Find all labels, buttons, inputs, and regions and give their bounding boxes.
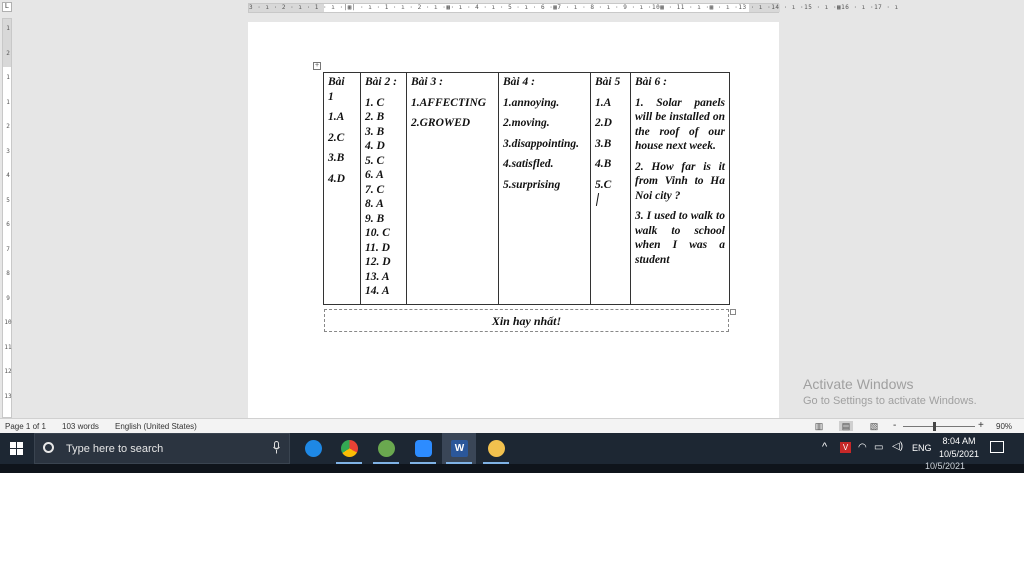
answer-item: 3.disappointing. xyxy=(503,137,580,150)
ruler-tick-label: 12 xyxy=(4,368,12,375)
answer-item: 9. B xyxy=(365,212,385,225)
print-layout-icon[interactable]: ▤ xyxy=(839,421,853,431)
paint-icon xyxy=(488,440,505,457)
cortana-icon xyxy=(43,442,54,453)
footer-text-box[interactable]: Xin hay nhất! xyxy=(324,309,729,332)
answer-item: 3. B xyxy=(365,125,385,138)
zoom-out-button[interactable]: - xyxy=(893,420,897,431)
answer-item: 1.A xyxy=(328,111,345,123)
search-placeholder: Type here to search xyxy=(66,443,164,455)
answer-item: 5. C xyxy=(365,154,385,167)
ruler-ticks: 3 · ı · 2 · ı · 1 · ı ·|▦| · ı · 1 · ı · 2 · ı ·▦· ı · 4 · ı · 5 · ı · 6 ·▦7 · ı · 8 · ı · 9 · ı ·10▦ · 11 · ı ·▦ · ı ·13 · ı ·14 · ı ·15 · ı ·▦16 · ı ·17 · ı xyxy=(249,4,899,11)
column-heading: 1 xyxy=(328,90,334,103)
word-count[interactable]: 103 words xyxy=(62,422,99,431)
clock-date: 10/5/2021 xyxy=(938,449,980,459)
language-indicator[interactable]: English (United States) xyxy=(115,422,197,431)
green-app-icon xyxy=(378,440,395,457)
ghost-date: 10/5/2021 xyxy=(925,461,966,471)
column-bai-1[interactable] xyxy=(324,73,361,305)
ruler-tick-label: 13 xyxy=(4,392,12,400)
chrome-icon xyxy=(341,440,358,457)
taskbar-zoom[interactable] xyxy=(406,433,440,464)
ruler-tick-label: 1 xyxy=(6,98,10,106)
wifi-icon[interactable]: ◠ xyxy=(858,442,867,453)
answer-item: 4.B xyxy=(595,158,612,170)
answer-item: 7. C xyxy=(365,183,385,196)
taskbar-word[interactable] xyxy=(442,433,476,464)
answer-item: 3.B xyxy=(328,152,345,164)
answer-item: 1. Solar panels will be installed on the roof of our house next week. xyxy=(635,96,725,152)
answer-item: 11. D xyxy=(365,241,390,254)
notifications-icon[interactable] xyxy=(990,441,1004,453)
ruler-tick-label: 8 xyxy=(6,270,10,277)
answer-item: 6. A xyxy=(365,169,384,181)
zoom-level[interactable]: 90% xyxy=(996,422,1013,431)
column-heading: Bài 5 xyxy=(595,76,621,88)
taskbar-green-app[interactable] xyxy=(369,433,403,464)
ruler-tick-label: 11 xyxy=(4,343,12,351)
vertical-ruler[interactable] xyxy=(2,18,12,418)
column-heading: Bài 2 : xyxy=(365,76,397,88)
column-bai-3[interactable] xyxy=(407,73,499,305)
answer-item: 2.C xyxy=(328,131,345,144)
show-hidden-icons-button[interactable]: ^ xyxy=(822,441,828,453)
windows-icon xyxy=(10,442,23,455)
answer-item: 3.B xyxy=(595,137,612,150)
answer-table xyxy=(323,72,730,305)
vertical-ruler-ticks xyxy=(4,19,12,417)
horizontal-ruler[interactable] xyxy=(248,3,899,13)
page-count[interactable]: Page 1 of 1 xyxy=(5,422,46,431)
ruler-tick-label: 2 xyxy=(6,49,10,57)
zoom-in-button[interactable]: + xyxy=(978,420,984,431)
table-move-handle[interactable]: + xyxy=(314,62,320,69)
column-heading: Bài 4 : xyxy=(503,76,535,88)
zoom-slider-thumb[interactable] xyxy=(933,422,936,431)
clock[interactable] xyxy=(932,435,986,461)
answer-item: 14. A xyxy=(365,285,390,297)
tab-selector[interactable]: L xyxy=(2,2,12,12)
ruler-tick-label: 9 xyxy=(6,294,10,302)
input-language[interactable]: ENG xyxy=(912,443,932,453)
answer-item: 3. I used to walk to walk to school when I was a student xyxy=(635,210,725,266)
answer-item: 2.GROWED xyxy=(411,117,471,129)
answer-item: 4.satisfled. xyxy=(503,158,554,170)
column-bai-4[interactable] xyxy=(499,73,591,305)
answer-item: 12. D xyxy=(365,256,391,268)
clock-time: 8:04 AM xyxy=(942,436,976,446)
answer-item: 5.surprising xyxy=(503,178,561,191)
start-button[interactable] xyxy=(0,433,34,464)
taskbar-paint[interactable] xyxy=(479,433,513,464)
microphone-icon[interactable] xyxy=(273,441,280,454)
answer-item: 2. How far is it from Vinh to Ha Noi city ? xyxy=(635,160,725,202)
answer-item: 1. C xyxy=(365,96,385,109)
answer-item: 1.annoying. xyxy=(503,96,560,109)
ruler-tick-label: 2 xyxy=(6,123,10,130)
edge-icon xyxy=(305,440,322,457)
battery-icon[interactable]: ▭ xyxy=(874,442,884,453)
volume-icon[interactable]: ◁) xyxy=(892,441,904,452)
column-heading: Bài xyxy=(328,76,345,88)
activate-windows-watermark xyxy=(803,376,977,407)
table-row xyxy=(324,73,730,305)
system-tray xyxy=(818,433,938,464)
answer-item: 13. A xyxy=(365,270,390,283)
antivirus-icon[interactable]: V xyxy=(840,442,851,453)
answer-item: 8. A xyxy=(365,198,384,210)
answer-item: 5.C xyxy=(595,178,612,191)
answer-item: 1.AFFECTING xyxy=(411,96,487,109)
taskbar-search[interactable] xyxy=(34,433,290,464)
ruler-tick-label: 6 xyxy=(6,221,10,228)
answer-item: 2. B xyxy=(365,111,385,123)
table-resize-handle[interactable] xyxy=(730,309,736,315)
answer-item: 2.moving. xyxy=(503,117,550,129)
ruler-tick-label: 1 xyxy=(6,25,10,32)
answer-item: 10. C xyxy=(365,227,390,239)
read-mode-icon[interactable]: ▥ xyxy=(814,421,824,431)
ruler-tick-label: 3 xyxy=(6,147,10,155)
ghost-taskbar-strip xyxy=(0,461,1024,473)
column-bai-5[interactable] xyxy=(591,73,631,305)
answer-item: 4.D xyxy=(328,172,345,185)
zoom-slider[interactable] xyxy=(903,426,975,427)
ruler-tick-label: 5 xyxy=(6,196,10,204)
watermark-title: Activate Windows xyxy=(803,376,914,392)
ruler-tick-label: 7 xyxy=(6,245,10,253)
answer-item: 4. D xyxy=(365,140,385,152)
column-heading: Bài 3 : xyxy=(411,76,443,88)
answer-item: 2.D xyxy=(595,117,612,129)
column-heading: Bài 6 : xyxy=(635,76,667,88)
ruler-tick-label: 10 xyxy=(4,319,12,326)
taskbar-chrome[interactable] xyxy=(332,433,366,464)
column-bai-6[interactable] xyxy=(631,73,730,305)
taskbar-edge[interactable] xyxy=(296,433,330,464)
answer-item: 1.A xyxy=(595,96,612,109)
watermark-subtitle: Go to Settings to activate Windows. xyxy=(803,395,977,407)
word-icon: W xyxy=(451,440,468,457)
status-bar xyxy=(0,418,1024,433)
taskbar xyxy=(0,433,1024,464)
column-bai-2[interactable] xyxy=(361,73,407,305)
ruler-tick-label: 1 xyxy=(6,74,10,81)
zoom-icon xyxy=(415,440,432,457)
ruler-tick-label: 4 xyxy=(6,172,10,179)
web-layout-icon[interactable]: ▧ xyxy=(869,421,879,431)
